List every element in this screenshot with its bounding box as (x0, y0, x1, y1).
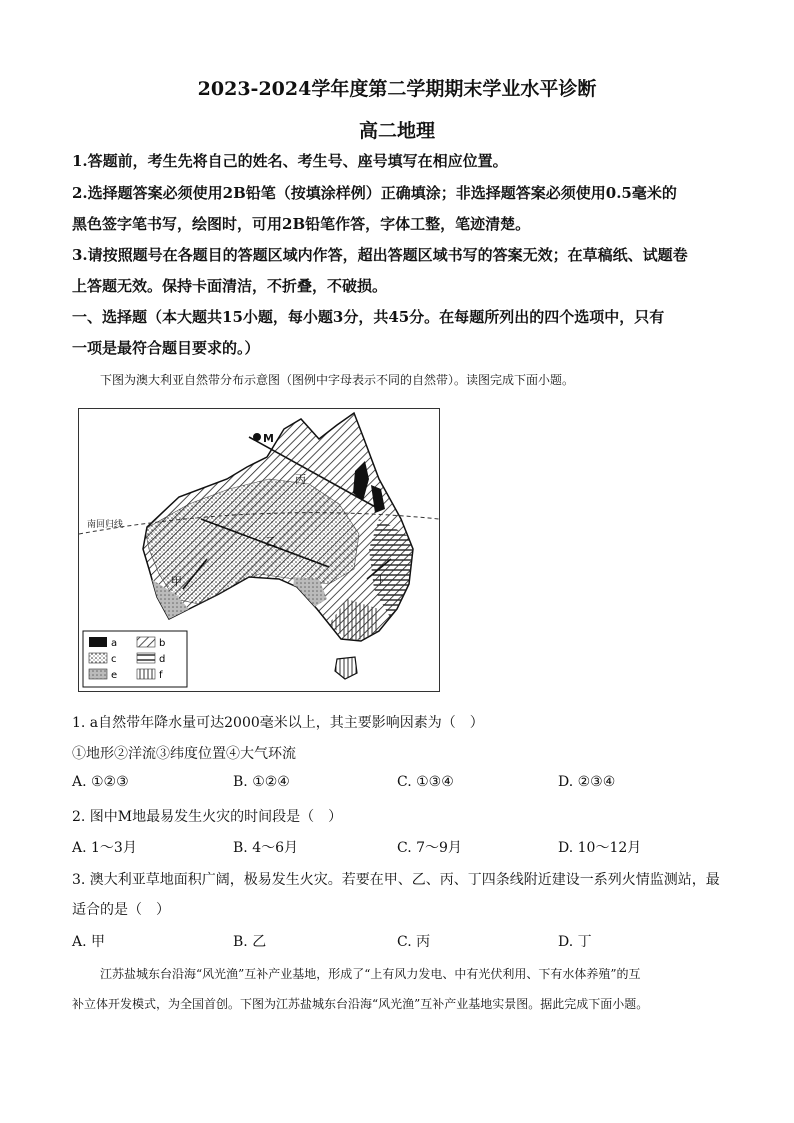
label-yi: 乙 (265, 535, 276, 548)
tropic-label: 南回归线 (87, 520, 124, 530)
legend-label-d: d (159, 654, 166, 665)
notice-2-line1: 2.选择题答案必须使用2B铅笔（按填涂样例）正确填涂；非选择题答案必须使用0.5毫米的 (72, 184, 677, 202)
australia-natural-zone-map (78, 408, 440, 692)
question-1-option-a: A. ①②③ (72, 774, 129, 790)
question-1-option-b: B. ①②④ (233, 774, 290, 790)
question-3-stem-line1: 3. 澳大利亚草地面积广阔，极易发生火灾。若要在甲、乙、丙、丁四条线附近建设一系列火情监测站，最 (72, 872, 720, 888)
point-m-label: M (263, 432, 274, 445)
map-legend (83, 631, 187, 687)
notice-1: 1.答题前，考生先将自己的姓名、考生号、座号填写在相应位置。 (72, 152, 508, 170)
legend-swatch-c (89, 653, 107, 663)
question-2-option-d: D. 10～12月 (558, 840, 642, 856)
legend-label-b: b (159, 638, 166, 649)
legend-swatch-f (137, 669, 155, 679)
legend-label-a: a (111, 638, 118, 649)
legend-swatch-a (89, 637, 107, 647)
legend-swatch-d (137, 653, 155, 663)
label-bing: 丙 (295, 473, 306, 486)
question-2-option-c: C. 7～9月 (397, 840, 462, 856)
question-1-option-c: C. ①③④ (397, 774, 454, 790)
question-3-option-d: D. 丁 (558, 934, 592, 950)
tasmania (335, 657, 357, 679)
notice-2-line2: 黑色签字笔书写，绘图时，可用2B铅笔作答，字体工整，笔迹清楚。 (72, 215, 531, 233)
section-heading-line2: 一项是最符合题目要求的。） (72, 339, 260, 357)
question-2-stem: 2. 图中M地最易发生火灾的时间段是（ ） (72, 809, 343, 825)
label-jia: 甲 (171, 575, 182, 588)
question-1-note: ①地形②洋流③纬度位置④大气环流 (72, 746, 296, 762)
point-m-marker (253, 433, 261, 441)
passage-2-line2: 补立体开发模式，为全国首创。下图为江苏盐城东台沿海“风光渔”互补产业基地实景图。据此完成下面小题。 (72, 997, 649, 1011)
question-3-option-c: C. 丙 (397, 934, 431, 950)
legend-swatch-e (89, 669, 107, 679)
question-2-option-b: B. 4～6月 (233, 840, 299, 856)
question-3-stem-line2: 适合的是（ ） (72, 902, 170, 918)
question-1-option-d: D. ②③④ (558, 774, 616, 790)
notice-3-line1: 3.请按照题号在各题目的答题区域内作答，超出答题区域书写的答案无效；在草稿纸、试题卷 (72, 246, 688, 264)
exam-subtitle: 高二地理 (358, 120, 435, 142)
legend-label-f: f (159, 670, 163, 681)
notice-3-line2: 上答题无效。保持卡面清洁，不折叠，不破损。 (72, 277, 388, 295)
exam-title: 2023-2024学年度第二学期期末学业水平诊断 (197, 78, 597, 100)
question-1-stem: 1. a自然带年降水量可达2000毫米以上，其主要影响因素为（ ） (72, 715, 484, 731)
question-2-option-a: A. 1～3月 (72, 840, 137, 856)
legend-label-c: c (111, 654, 117, 665)
label-ding: 丁 (375, 573, 386, 586)
legend-label-e: e (111, 670, 118, 681)
passage-2-line1: 江苏盐城东台沿海“风光渔”互补产业基地，形成了“上有风力发电、中有光伏利用、下有水体养殖”的互 (100, 967, 641, 981)
legend-swatch-b (137, 637, 155, 647)
question-3-option-a: A. 甲 (72, 934, 106, 950)
map-intro: 下图为澳大利亚自然带分布示意图（图例中字母表示不同的自然带）。读图完成下面小题。 (100, 373, 575, 387)
section-heading-line1: 一、选择题（本大题共15小题，每小题3分，共45分。在每题所列出的四个选项中，只有 (72, 308, 665, 326)
question-3-option-b: B. 乙 (233, 934, 267, 950)
